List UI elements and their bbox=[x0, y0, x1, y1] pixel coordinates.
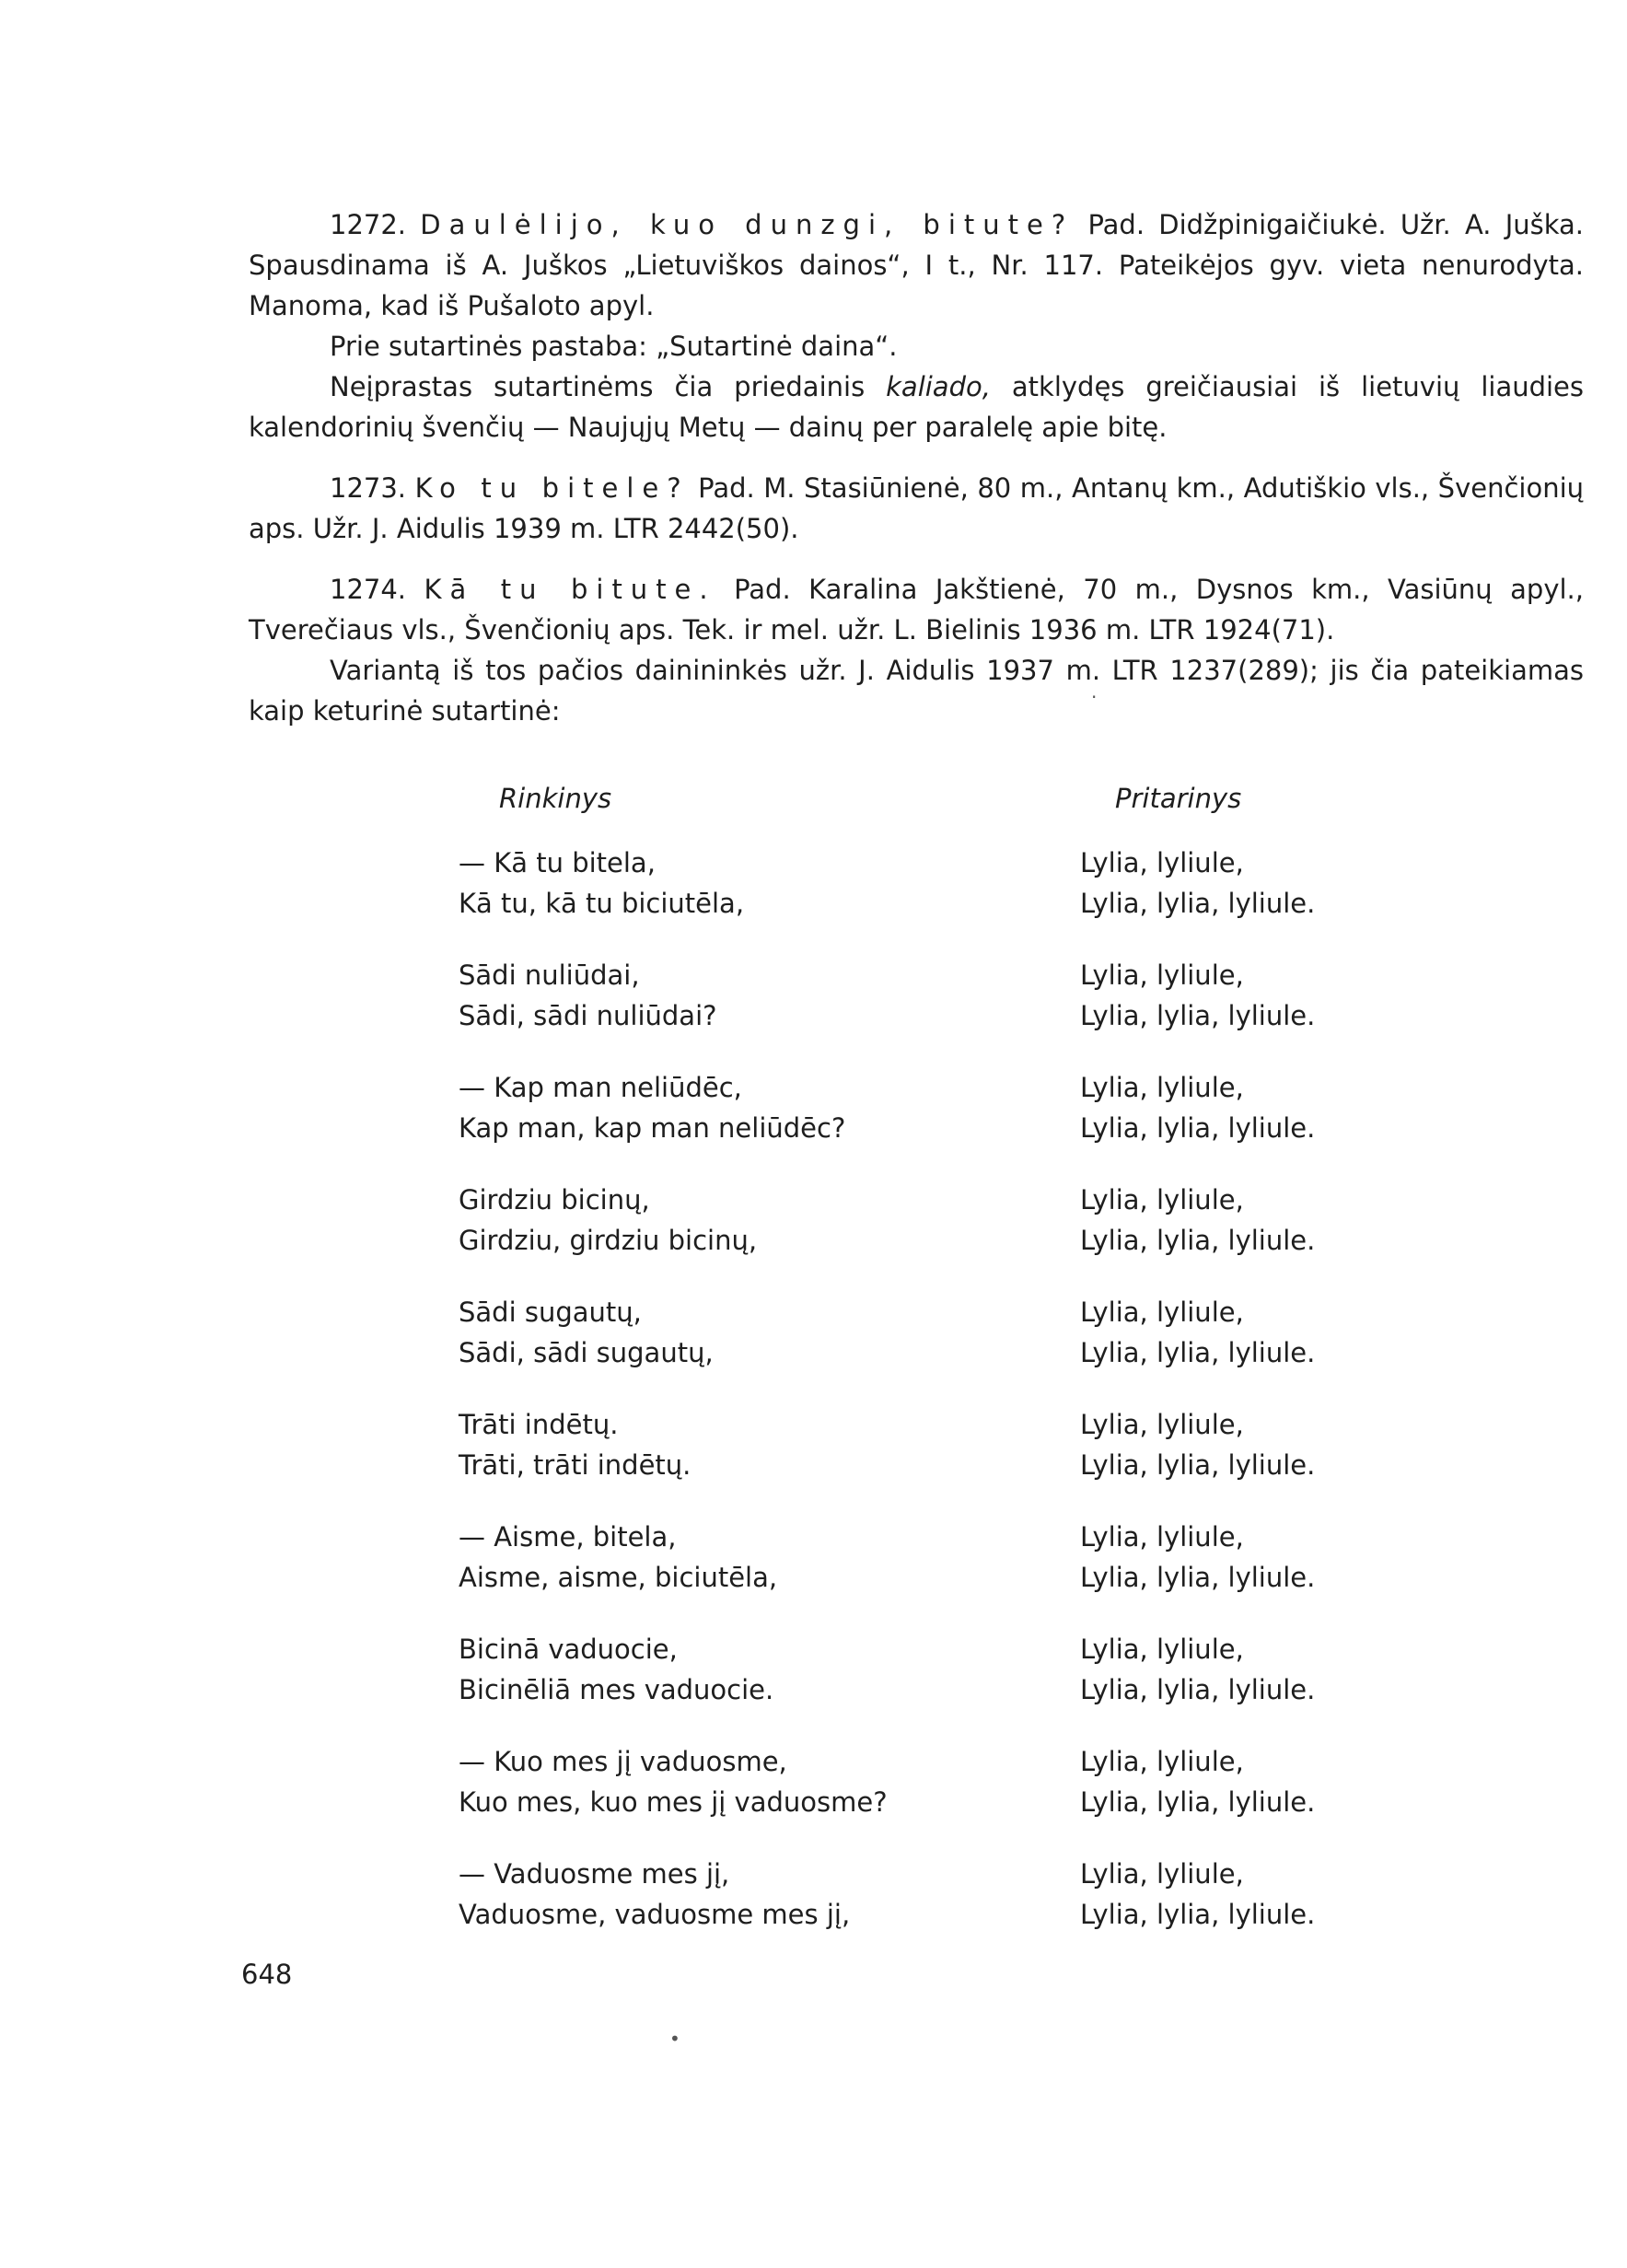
print-speck: · bbox=[1091, 686, 1098, 708]
stanza-lead-lines bbox=[459, 1404, 1048, 1485]
verse-line: Sādi sugautų, bbox=[459, 1297, 642, 1328]
verse-line: Lylia, lyliule, bbox=[1080, 1521, 1244, 1553]
left-heading: Rinkinys bbox=[499, 783, 612, 814]
note-1272 bbox=[249, 204, 1584, 326]
note-number: 1274. bbox=[330, 574, 407, 605]
page-number: 648 bbox=[241, 1959, 293, 1990]
verse-line: Kap man, kap man neliūdēc? bbox=[459, 1112, 846, 1144]
stanza-refrain-lines bbox=[1080, 1292, 1467, 1373]
song-title: Ko tu bitele? bbox=[414, 472, 690, 504]
stanza-refrain-lines bbox=[1080, 1854, 1467, 1935]
stanza-lead-lines bbox=[459, 1629, 1048, 1710]
stanza bbox=[459, 1629, 1471, 1741]
song-title: Daulėlijo, kuo dunzgi, bitute? bbox=[420, 209, 1075, 240]
stanza bbox=[459, 1741, 1471, 1854]
stanza bbox=[459, 843, 1471, 955]
verse-line: Lylia, lyliule, bbox=[1080, 960, 1244, 991]
verse-line: Lylia, lyliule, bbox=[1080, 847, 1244, 878]
right-heading: Pritarinys bbox=[1115, 783, 1242, 814]
verse-line: Lylia, lylia, lyliule. bbox=[1080, 1786, 1316, 1818]
verse-line: Vaduosme, vaduosme mes jį, bbox=[459, 1899, 851, 1930]
note-1274 bbox=[249, 569, 1584, 650]
verse-line: Sādi, sādi sugautų, bbox=[459, 1337, 714, 1368]
stanza-refrain-lines bbox=[1080, 1741, 1467, 1822]
verse-line: Bicinā vaduocie, bbox=[459, 1634, 678, 1665]
print-speck: • bbox=[669, 2028, 680, 2050]
verse-line: Sādi nuliūdai, bbox=[459, 960, 640, 991]
stanza-lead-lines bbox=[459, 1517, 1048, 1598]
note-1274-variant: Variantą iš tos pačios dainininkės užr. J. Aidulis 1937 m. LTR 1237(289); jis čia pateikiamas kaip keturinė sutartinė: bbox=[249, 655, 1584, 727]
stanza-refrain-lines bbox=[1080, 1517, 1467, 1598]
verse-line: Lylia, lylia, lyliule. bbox=[1080, 1225, 1316, 1256]
note-1273 bbox=[249, 468, 1584, 549]
verse-line: Girdziu, girdziu bicinų, bbox=[459, 1225, 758, 1256]
verse-line: Lylia, lyliule, bbox=[1080, 1297, 1244, 1328]
verse-line: Lylia, lylia, lyliule. bbox=[1080, 1674, 1316, 1705]
stanza-refrain-lines bbox=[1080, 1180, 1467, 1261]
verse-line: Lylia, lyliule, bbox=[1080, 1746, 1244, 1777]
stanza-lead-lines bbox=[459, 1741, 1048, 1822]
verse-line: — Kuo mes jį vaduosme, bbox=[459, 1746, 787, 1777]
note-number: 1273. bbox=[330, 472, 407, 504]
stanza bbox=[459, 1517, 1471, 1629]
stanza-refrain-lines bbox=[1080, 1067, 1467, 1148]
verse-line: Kuo mes, kuo mes jį vaduosme? bbox=[459, 1786, 888, 1818]
verse-line: — Kā tu bitela, bbox=[459, 847, 656, 878]
stanza-lead-lines bbox=[459, 1180, 1048, 1261]
verse-line: Trāti indētų. bbox=[459, 1409, 619, 1440]
stanza-refrain-lines bbox=[1080, 1629, 1467, 1710]
verse-line: Trāti, trāti indētų. bbox=[459, 1449, 691, 1481]
stanza bbox=[459, 955, 1471, 1067]
stanza-lead-lines bbox=[459, 1067, 1048, 1148]
verse-line: Lylia, lyliule, bbox=[1080, 1072, 1244, 1103]
stanza bbox=[459, 1404, 1471, 1517]
verse-line: Lylia, lyliule, bbox=[1080, 1184, 1244, 1215]
stanza bbox=[459, 1067, 1471, 1180]
stanza bbox=[459, 1180, 1471, 1292]
verse-line: Lylia, lylia, lyliule. bbox=[1080, 1112, 1316, 1144]
sutartine-text bbox=[459, 778, 1471, 1966]
verse-line: Sādi, sādi nuliūdai? bbox=[459, 1000, 717, 1031]
verse-line: — Vaduosme mes jį, bbox=[459, 1858, 730, 1890]
verse-line: Lylia, lylia, lyliule. bbox=[1080, 1000, 1316, 1031]
stanza-lead-lines bbox=[459, 1854, 1048, 1935]
stanza-lead-lines bbox=[459, 955, 1048, 1036]
note-1272-comment: Neįprastas sutartinėms čia priedainis kaliado, atklydęs greičiausiai iš lietuvių liaudies kalendorinių švenčių — Naujųjų Metų — dainų per paralelę apie bitę. bbox=[249, 371, 1585, 443]
note-1272-remark: Prie sutartinės pastaba: „Sutartinė daina“. bbox=[330, 331, 898, 362]
verse-line: Lylia, lylia, lyliule. bbox=[1080, 888, 1316, 919]
commentary-notes bbox=[249, 204, 1584, 731]
verse-line: — Aisme, bitela, bbox=[459, 1521, 677, 1553]
verse-line: Lylia, lyliule, bbox=[1080, 1409, 1244, 1440]
verse-line: — Kap man neliūdēc, bbox=[459, 1072, 742, 1103]
verse-line: Lylia, lylia, lyliule. bbox=[1080, 1449, 1316, 1481]
note-body: Pad. Didžpinigaičiukė. Užr. A. Juška. Spausdinama iš A. Juškos „Lietuviškos dainos“, I t., Nr. 117. Pateikėjos gyv. vieta nenurodyta. Manoma, kad iš Pušaloto apyl. bbox=[249, 209, 1585, 321]
verse-line: Lylia, lylia, lyliule. bbox=[1080, 1337, 1316, 1368]
verse-line: Lylia, lyliule, bbox=[1080, 1858, 1244, 1890]
verse-line: Lylia, lylia, lyliule. bbox=[1080, 1899, 1316, 1930]
verse-line: Lylia, lylia, lyliule. bbox=[1080, 1562, 1316, 1593]
stanza-refrain-lines bbox=[1080, 843, 1467, 924]
column-headings bbox=[459, 778, 1471, 843]
verse-line: Lylia, lyliule, bbox=[1080, 1634, 1244, 1665]
stanza-refrain-lines bbox=[1080, 1404, 1467, 1485]
stanza-refrain-lines bbox=[1080, 955, 1467, 1036]
note-body: Pad. Karalina Jakštienė, 70 m., Dysnos km., Vasiūnų apyl., Tverečiaus vls., Švenčionių aps. Tek. ir mel. užr. L. Bielinis 1936 m. LTR 1924(71). bbox=[249, 574, 1584, 646]
note-number: 1272. bbox=[330, 209, 407, 240]
refrain-word: kaliado, bbox=[886, 371, 991, 402]
verse-line: Kā tu, kā tu biciutēla, bbox=[459, 888, 745, 919]
stanza bbox=[459, 1292, 1471, 1404]
verse-line: Aisme, aisme, biciutēla, bbox=[459, 1562, 778, 1593]
verse-line: Girdziu bicinų, bbox=[459, 1184, 650, 1215]
stanza-lead-lines bbox=[459, 843, 1048, 924]
song-title: Kā tu bitute. bbox=[424, 574, 716, 605]
note-body: Pad. M. Stasiūnienė, 80 m., Antanų km., Adutiškio vls., Švenčionių aps. Užr. J. Aidulis 1939 m. LTR 2442(50). bbox=[249, 472, 1585, 544]
stanza-lead-lines bbox=[459, 1292, 1048, 1373]
stanza bbox=[459, 1854, 1471, 1966]
verse-line: Bicinēliā mes vaduocie. bbox=[459, 1674, 774, 1705]
